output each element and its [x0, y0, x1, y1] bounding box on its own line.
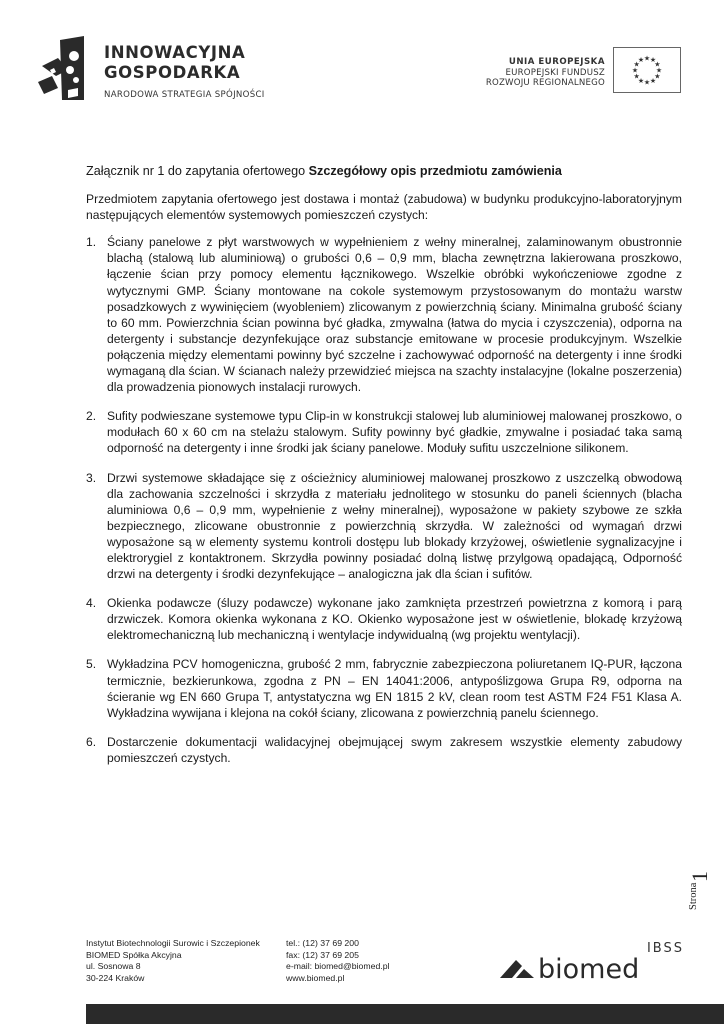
heading-bold: Szczegółowy opis przedmiotu zamówienia [308, 164, 562, 178]
biomed-wordmark: biomed [538, 954, 640, 984]
list-item-number: 3. [86, 470, 97, 485]
eu-star-icon: ★ [637, 56, 645, 65]
list-item-text: Dostarczenie dokumentacji walidacyjnej obejmującej swym zakresem wszystkie elementy zabudowy pomieszczeń czystych. [107, 734, 682, 765]
eu-star-icon: ★ [637, 76, 645, 85]
list-item-text: Okienka podawcze (śluzy podawcze) wykonane jako zamknięta przestrzeń powietrzna z komorą i parą drzwiczek. Komora okienka wykonana z KO. Okienko wyposażone jest w oświetlenie, blokadę krzyżową elektromechaniczną lub mechaniczną i wentylacje indywidualną (wg projektu wentylacji). [107, 596, 682, 643]
list-item-text: Sufity podwieszane systemowe typu Clip-in w konstrukcji stalowej lub aluminiowej malowanej proszkowo, o modułach 60 x 60 cm na stelażu stalowym. Sufity powinny być gładkie, zmywalne i posiadać taka samą odporność na detergenty i inne środki jak ściany panelowe. Moduły sufitu uszczelnione silikonem. [107, 409, 682, 456]
list-item-number: 2. [86, 409, 97, 424]
list-item-number: 6. [86, 734, 97, 749]
contact-phone: tel.: (12) 37 69 200 [286, 938, 359, 948]
eu-star-icon: ★ [643, 54, 651, 63]
eu-line-3: ROZWOJU REGIONALNEGO [485, 78, 605, 88]
contact-fax: fax: (12) 37 69 205 [286, 949, 359, 960]
biomed-logo [494, 940, 686, 984]
address-line: Instytut Biotechnologii Surowic i Szczepionek [86, 938, 260, 948]
contact-email[interactable]: e-mail: biomed@biomed.pl [286, 961, 390, 972]
list-item [86, 408, 682, 456]
document-body [86, 163, 682, 779]
address-line: ul. Sosnowa 8 [86, 961, 141, 972]
document-heading [86, 163, 682, 179]
logo-line-1: INNOWACYJNA [104, 43, 246, 62]
contact-website[interactable]: www.biomed.pl [286, 972, 345, 983]
list-item-text: Drzwi systemowe składające się z ościeżnicy aluminiowej malowanej proszkowo z uszczelką obwodową dla zachowania szczelności i skrzydła z materiału jednolitego w stosunku do paneli ściennych (blacha aluminiowa 0,6 – 0,9 mm, wypełnienie z wełny mineralnej), wyposażone w pakiety szybowe ze szkła bezpiecznego, zlicowane obustronnie z powierzchnią skrzydła. W zależności od wymagań drzwi wyposażone są w elementy systemu kontroli dostępu lub blokady krzyżowej, oświetlenie sygnalizacyjne i elektrorygiel z kontaktronem. Skrzydła powinny posiadać dolną listwę przylgową opadającą, Odporność drzwi na detergenty i środki dezynfekujące – analogiczna jak dla ścian i sufitów. [107, 470, 682, 582]
ibss-label: IBSS [646, 941, 684, 956]
list-item-text: Wykładzina PCV homogeniczna, grubość 2 mm, fabrycznie zabezpieczona poliuretanem IQ-PUR, łączona termicznie, bezkierunkowa, zgodna z PN – EN 14041:2006, antypoślizgowa Grupa R9, odporna na ścieranie wg EN 660 Grupa T, antystatyczna wg EN 1815 2 kV, clean room test ASTM F24 F51 Klasa A. Wykładzina wywijana i klejona na cokół ściany, zlicowana z powierzchnią panelu ściennego. [107, 657, 682, 720]
intro-paragraph: Przedmiotem zapytania ofertowego jest dostawa i montaż (zabudowa) w budynku produkcyjno-laboratoryjnym następujących elementów systemowych pomieszczeń czystych: [86, 192, 682, 223]
list-item-number: 5. [86, 657, 97, 672]
list-item-number: 1. [86, 235, 97, 250]
eu-line-1: UNIA EUROPEJSKA [508, 57, 605, 67]
address-line: BIOMED Spółka Akcyjna [86, 949, 182, 960]
eu-fund-text [486, 57, 605, 89]
innowacyjna-emblem-icon [38, 36, 100, 102]
footer-address [86, 938, 260, 984]
logo-line-2: GOSPODARKA [104, 63, 241, 82]
eu-star-icon: ★ [643, 78, 651, 87]
eu-star-icon: ★ [654, 60, 661, 69]
heading-prefix: Załącznik nr 1 do zapytania ofertowego [86, 164, 309, 178]
eu-star-icon: ★ [654, 72, 661, 81]
page-number-value: 1 [687, 871, 712, 882]
list-item [86, 234, 682, 395]
list-item [86, 595, 682, 643]
eu-star-icon: ★ [655, 66, 663, 75]
list-item-number: 4. [86, 596, 97, 611]
footer-bar [86, 1004, 724, 1024]
page-number-label: Strona [688, 882, 699, 910]
requirements-list [86, 234, 682, 766]
eu-star-icon: ★ [633, 72, 640, 81]
list-item [86, 470, 682, 583]
innowacyjna-gospodarka-logo [38, 36, 268, 106]
logo-line-3: NARODOWA STRATEGIA SPÓJNOŚCI [104, 90, 265, 100]
list-item-text: Ściany panelowe z płyt warstwowych w wypełnieniem z wełny mineralnej, zalaminowanym obustronnie blachą (stalową lub aluminiową) o grubości 0,6 – 0,9 mm, blacha zewnętrzna lakierowana proszkowo, łączenie ścian przy pomocy elementu łącznikowego. Wszelkie obróbki wykończeniowe zgodne z wytycznymi GMP. Ściany montowane na cokole systemowym przystosowanym do montażu warstw posadzkowych z wywinięciem (wyobleniem) zlicowanym z powierzchnią ściany. Minimalna grubość ściany to 60 mm. Powierzchnia ścian powinna być gładka, zmywalna (łatwa do mycia i czyszczenia), odporna na detergenty i substancje dezynfekujące oraz substancje emitowane w procesie produkcyjnym. Wszelkie połączenia między elementami powinny być szczelne i zachowywać odporność na detergenty i inne środki wymaganą dla ścian. W ścianach należy przewidzieć miejsca na szachty instalacyjne (lokalne poszerzenia) dla prowadzenia pionowych instalacji rurowych. [107, 235, 682, 395]
list-item [86, 656, 682, 720]
eu-flag-icon [613, 47, 681, 93]
eu-line-2: EUROPEJSKI FUNDUSZ [505, 67, 605, 78]
address-line: 30-224 Kraków [86, 972, 145, 983]
list-item [86, 734, 682, 766]
footer-contact [286, 938, 389, 984]
eu-star-icon: ★ [649, 76, 657, 85]
eu-star-icon: ★ [631, 66, 639, 75]
eu-star-icon: ★ [649, 56, 657, 65]
page-number [680, 858, 714, 918]
eu-star-icon: ★ [633, 60, 640, 69]
